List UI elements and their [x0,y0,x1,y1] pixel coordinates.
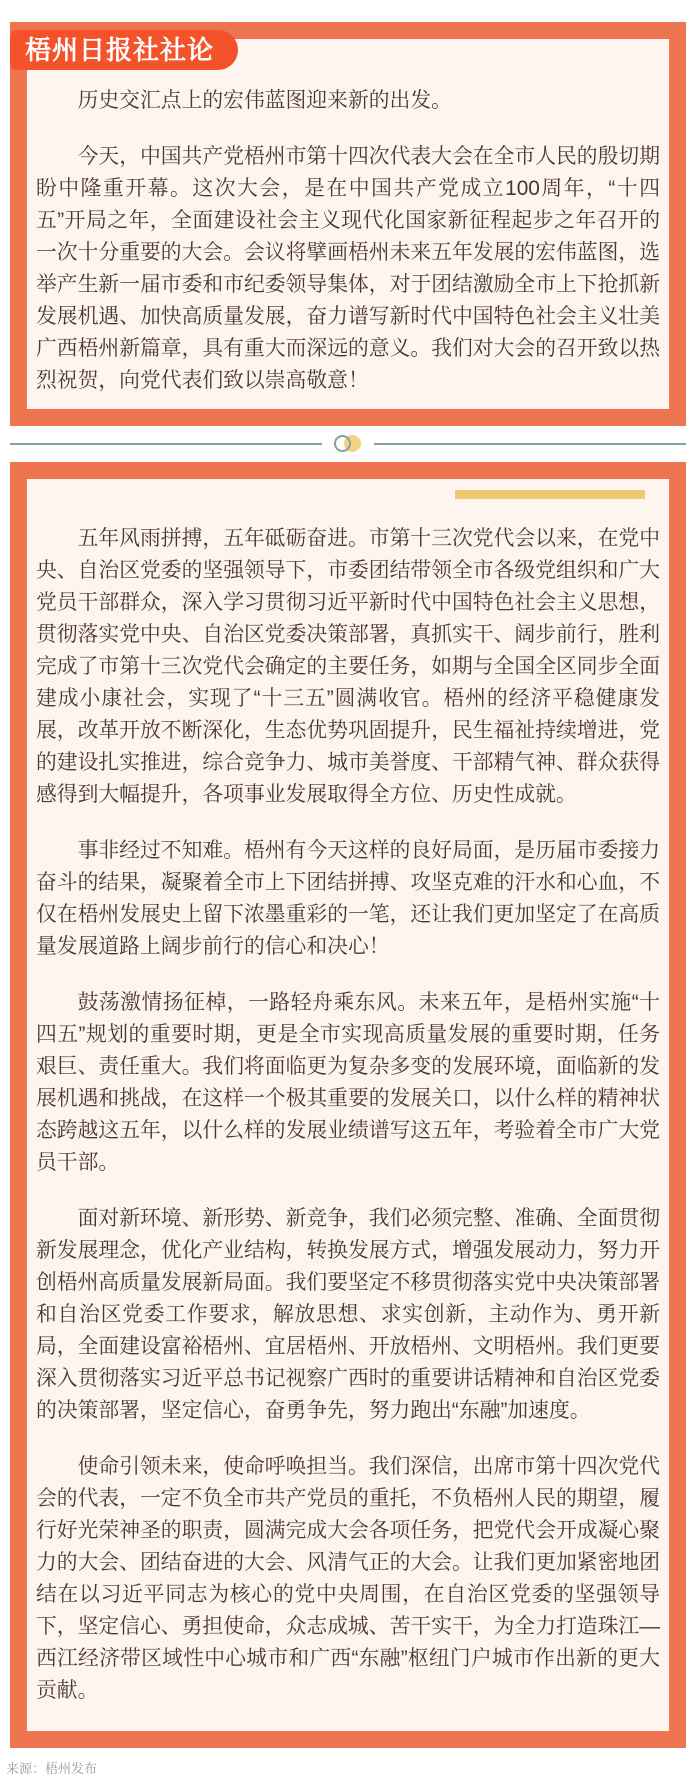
body-paragraph: 五年风雨拼搏，五年砥砺奋进。市第十三次党代会以来，在党中央、自治区党委的坚强领导下，市委团结带领全市各级党组织和广大党员干部群众，深入学习贯彻习近平新时代中国特色社会主义思想，贯彻落实党中央、自治区党委决策部署，真抓实干、阔步前行，胜利完成了市第十三次党代会确定的主要任务，如期与全国全区同步全面建成小康社会，实现了“十三五”圆满收官。梧州的经济平稳健康发展，改革开放不断深化，生态优势巩固提升，民生福祉持续增进，党的建设扎实推进，综合竞争力、城市美誉度、干部精气神、群众获得感得到大幅提升，各项事业发展取得全方位、历史性成就。 [36,527,660,806]
editorial-article-page [0,22,693,1776]
lead-section [10,22,686,426]
lead-paragraph: 历史交汇点上的宏伟蓝图迎来新的出发。 [77,89,452,112]
section-divider [10,426,686,462]
editorial-badge-label: 梧州日报社社论 [25,35,215,65]
gold-accent-bar [455,490,645,499]
editorial-badge [10,30,238,70]
ring-circle-icon [334,435,351,452]
divider-line-left [10,443,322,445]
body-paragraph: 面对新环境、新形势、新竞争，我们必须完整、准确、全面贯彻新发展理念，优化产业结构，转换发展方式，增强发展动力，努力开创梧州高质量发展新局面。我们要坚定不移贯彻落实党中央决策部署和自治区党委工作要求，解放思想、求实创新，主动作为、勇开新局，全面建设富裕梧州、宜居梧州、开放梧州、文明梧州。我们更要深入贯彻落实习近平总书记视察广西时的重要讲话精神和自治区党委的决策部署，坚定信心，奋勇争先，努力跑出“东融”加速度。 [36,1207,660,1422]
divider-line-right [374,443,686,445]
divider-ornament [334,434,362,454]
body-paragraph: 事非经过不知难。梧州有今天这样的良好局面，是历届市委接力奋斗的结果，凝聚着全市上下团结拼搏、攻坚克难的汗水和心血，不仅在梧州发展史上留下浓墨重彩的一笔，还让我们更加坚定了在高质量发展道路上阔步前行的信心和决心！ [36,839,660,958]
lead-paragraph: 今天，中国共产党梧州市第十四次代表大会在全市人民的殷切期盼中隆重开幕。这次大会，是在中国共产党成立100周年，“十四五”开局之年，全面建设社会主义现代化国家新征程起步之年召开的一次十分重要的大会。会议将擘画梧州未来五年发展的宏伟蓝图，选举产生新一届市委和市纪委领导集体，对于团结激励全市上下抢抓新发展机遇、加快高质量发展，奋力谱写新时代中国特色社会主义壮美广西梧州新篇章，具有重大而深远的意义。我们对大会的召开致以热烈祝贺，向党代表们致以崇高敬意！ [36,145,660,392]
body-paragraph: 使命引领未来，使命呼唤担当。我们深信，出席市第十四次党代会的代表，一定不负全市共产党员的重托，不负梧州人民的期望，履行好光荣神圣的职责，圆满完成大会各项任务，把党代会开成凝心聚力的大会、团结奋进的大会、风清气正的大会。让我们更加紧密地团结在以习近平同志为核心的党中央周围，在自治区党委的坚强领导下，坚定信心、勇担使命，众志成城、苦干实干，为全力打造珠江—西江经济带区域性中心城市和广西“东融”枢纽门户城市作出新的更大贡献。 [36,1455,660,1702]
source-credit: 来源：梧州发布 [6,1761,98,1776]
body-section [10,462,686,1748]
body-paragraph: 鼓荡激情扬征棹，一路轻舟乘东风。未来五年，是梧州实施“十四五”规划的重要时期，更是全市实现高质量发展的重要时期，任务艰巨、责任重大。我们将面临更为复杂多变的发展环境，面临新的发展机遇和挑战，在这样一个极其重要的发展关口，以什么样的精神状态跨越这五年，以什么样的发展业绩谱写这五年，考验着全市广大党员干部。 [36,991,660,1174]
